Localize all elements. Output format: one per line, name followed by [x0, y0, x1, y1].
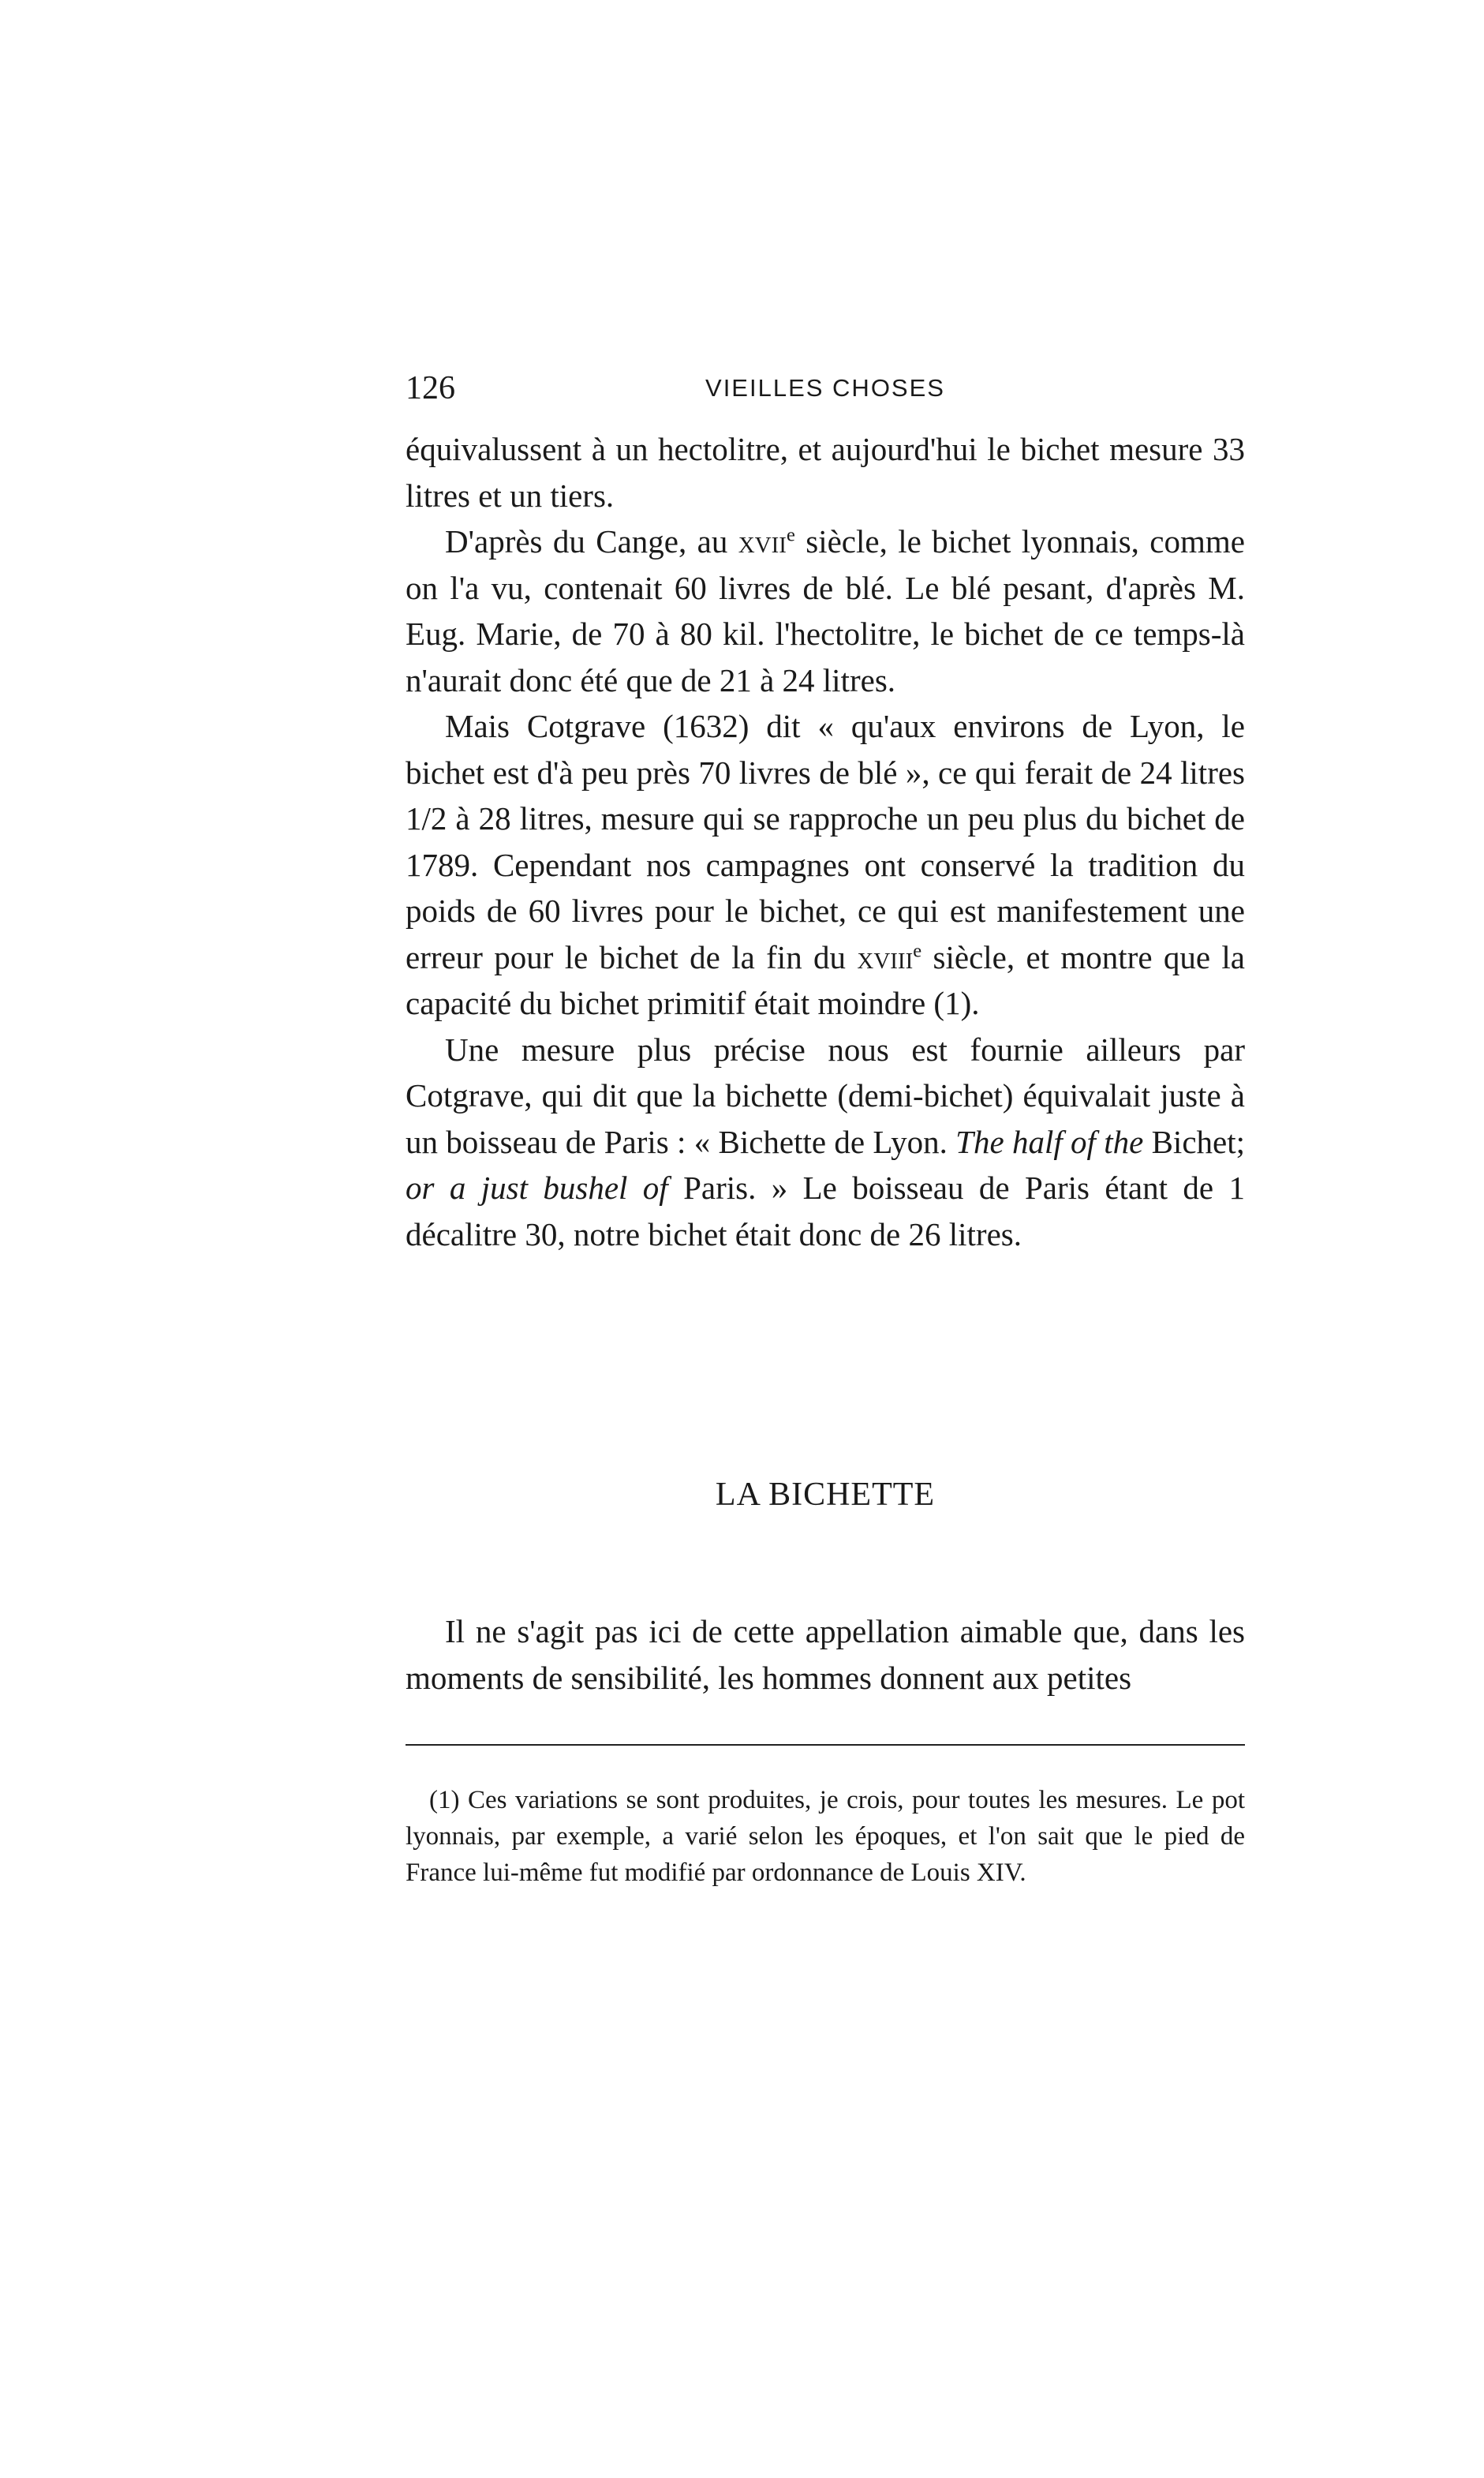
paragraph-2-part-b: siècle, le bichet lyonnais, comme on l'a vu, contenait 60 livres de blé. Le blé pesant, d'après M. Eug. Marie, de 70 à 80 kil. l'hectolitre, le bichet de ce temps-là n'aurait donc été que de 21 à 24 litres. — [406, 523, 1245, 698]
century-numeral: xviii — [857, 938, 914, 975]
footnote-divider — [406, 1744, 1245, 1746]
section-paragraph: Il ne s'agit pas ici de cette appellation aimable que, dans les moments de sensibilité, les hommes donnent aux petites — [406, 1613, 1245, 1696]
paragraph-3 — [406, 703, 1245, 1027]
paragraph-3-part-a: Mais Cotgrave (1632) dit « qu'aux environs de Lyon, le bichet est d'à peu près 70 livres de blé », ce qui ferait de 24 litres 1/2 à 28 litres, mesure qui se rapproche un peu plus du bichet de 1789. Cependant nos campagnes ont conservé la tradition du poids de 60 livres pour le bichet, ce qui est manifestement une erreur pour le bichet de la fin du — [406, 708, 1245, 975]
century-superscript: e — [913, 939, 922, 961]
section-heading: LA BICHETTE — [715, 1477, 936, 1513]
footnote-1: (1) Ces variations se sont produites, je crois, pour toutes les mesures. Le pot lyonnais, par exemple, a varié selon les époques, et l'on sait que le pied de France lui-même fut modifié par ordonnance de Louis XIV. — [406, 1786, 1245, 1887]
paragraph-4 — [406, 1027, 1245, 1258]
paragraph-4-part-b: Bichet; — [1143, 1123, 1245, 1160]
section-text — [406, 1608, 1245, 1701]
paragraph-2 — [406, 518, 1245, 703]
century-numeral: xvii — [738, 523, 787, 560]
paragraph-4-part-c: Paris. » Le boisseau de Paris étant de 1 décalitre 30, notre bichet était donc de 26 litres. — [406, 1170, 1245, 1252]
running-title: VIEILLES CHOSES — [705, 374, 945, 402]
page-number: 126 — [406, 370, 455, 406]
english-quote-1: The half of the — [955, 1123, 1144, 1160]
paragraph-2-part-a: D'après du Cange, au — [445, 523, 738, 560]
english-quote-2: or a just bushel of — [406, 1170, 668, 1206]
page-header — [406, 369, 1245, 417]
century-superscript: e — [786, 524, 795, 546]
footnotes — [406, 1782, 1245, 1891]
paragraph-4-part-a: Une mesure plus précise nous est fournie ailleurs par Cotgrave, qui dit que la bichette (demi-bichet) équivalait juste à un boisseau de Paris : « Bichette de Lyon. — [406, 1031, 1245, 1160]
paragraph-1: équivalussent à un hectolitre, et aujourd'hui le bichet mesure 33 litres et un tiers. — [406, 431, 1245, 514]
body-text — [406, 426, 1245, 1257]
paragraph-3-part-b: siècle, et montre que la capacité du bichet primitif était moindre (1). — [406, 938, 1245, 1021]
